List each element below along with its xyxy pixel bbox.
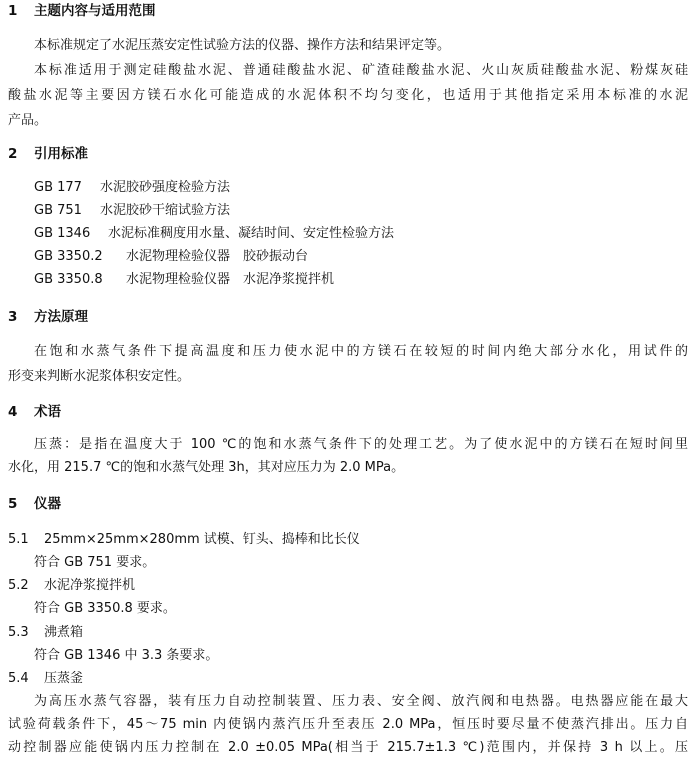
- reference-name: 水泥胶砂强度检验方法: [100, 180, 231, 195]
- section-4-line-1: 压蒸：是指在温度大于 100 ℃的饱和水蒸气条件下的处理工艺。为了使水泥中的方镁石在短时间里: [34, 437, 688, 452]
- subsection-title: 压蒸釜: [44, 671, 84, 686]
- autoclave-description-line-3: 动控制器应能使锅内压力控制在 2.0 ±0.05 MPa(相当于 215.7±1.3 ℃)范围内，并保持 3 h 以上。压: [8, 740, 688, 755]
- section-3-line-1: 在饱和水蒸气条件下提高温度和压力使水泥中的方镁石在较短的时间内绝大部分水化，用试件的: [34, 344, 688, 359]
- subsection-number: 5.2: [8, 578, 29, 593]
- subsection-number: 5.4: [8, 671, 29, 686]
- reference-name: 水泥胶砂干缩试验方法: [100, 203, 231, 218]
- section-4-title: 术语: [34, 404, 61, 420]
- section-2-number: 2: [8, 146, 18, 162]
- subsection-requirement: 符合 GB 3350.8 要求。: [34, 601, 176, 616]
- section-1-paragraph-2-line-3: 产品。: [8, 113, 48, 128]
- subsection-number: 5.3: [8, 625, 29, 640]
- reference-name: 水泥物理检验仪器 胶砂振动台: [126, 249, 309, 264]
- subsection-title: 水泥净浆搅拌机: [44, 578, 136, 593]
- reference-code: GB 1346: [34, 226, 91, 241]
- subsection-requirement: 符合 GB 1346 中 3.3 条要求。: [34, 648, 219, 663]
- section-1-paragraph-1: 本标准规定了水泥压蒸安定性试验方法的仪器、操作方法和结果评定等。: [34, 38, 451, 53]
- subsection-title: 沸煮箱: [44, 625, 84, 640]
- reference-code: GB 751: [34, 203, 82, 218]
- section-5-title: 仪器: [34, 496, 61, 512]
- section-3-line-2: 形变来判断水泥浆体积安定性。: [8, 369, 191, 384]
- reference-code: GB 177: [34, 180, 82, 195]
- subsection-title: 25mm×25mm×280mm 试模、钉头、捣棒和比长仪: [44, 532, 360, 547]
- section-1-title: 主题内容与适用范围: [34, 3, 156, 19]
- reference-code: GB 3350.8: [34, 272, 103, 287]
- section-2-title: 引用标准: [34, 146, 88, 162]
- reference-name: 水泥物理检验仪器 水泥净浆搅拌机: [126, 272, 335, 287]
- autoclave-description-line-1: 为高压水蒸气容器，装有压力自动控制装置、压力表、安全阀、放汽阀和电热器。电热器应能在最大: [34, 694, 688, 709]
- section-3-title: 方法原理: [34, 309, 88, 325]
- section-3-number: 3: [8, 309, 18, 325]
- subsection-requirement: 符合 GB 751 要求。: [34, 555, 156, 570]
- section-4-line-2: 水化，用 215.7 ℃的饱和水蒸气处理 3h，其对应压力为 2.0 MPa。: [8, 460, 405, 475]
- reference-code: GB 3350.2: [34, 249, 103, 264]
- section-1-paragraph-2-line-1: 本标准适用于测定硅酸盐水泥、普通硅酸盐水泥、矿渣硅酸盐水泥、火山灰质硅酸盐水泥、粉煤灰硅: [34, 63, 688, 78]
- subsection-number: 5.1: [8, 532, 29, 547]
- reference-name: 水泥标准稠度用水量、凝结时间、安定性检验方法: [108, 226, 395, 241]
- section-1-number: 1: [8, 3, 18, 19]
- section-1-paragraph-2-line-2: 酸盐水泥等主要因方镁石水化可能造成的水泥体积不均匀变化，也适用于其他指定采用本标准的水泥: [8, 88, 688, 103]
- section-5-number: 5: [8, 496, 18, 512]
- autoclave-description-line-2: 试验荷载条件下，45～75 min 内使锅内蒸汽压升至表压 2.0 MPa，恒压时要尽量不使蒸汽排出。压力自: [8, 717, 688, 732]
- section-4-number: 4: [8, 404, 18, 420]
